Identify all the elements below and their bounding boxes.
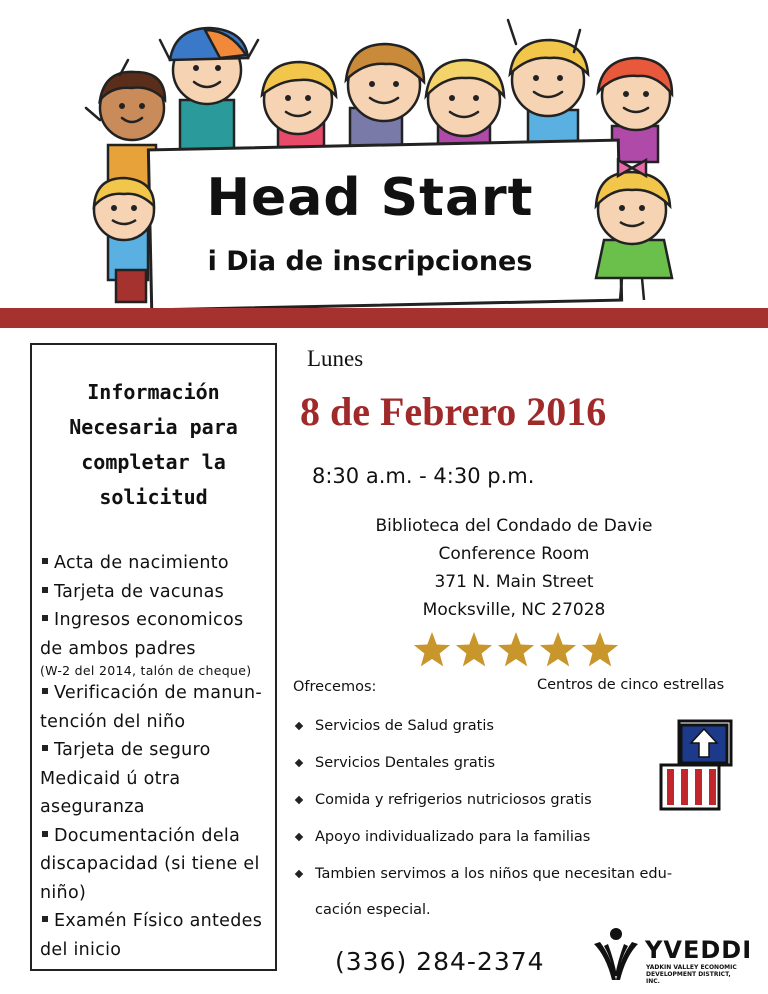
address-line: Conference Room	[438, 544, 590, 564]
list-item	[295, 897, 672, 923]
event-date: 8 de Febrero 2016	[300, 389, 607, 434]
list-item-text: (W-2 del 2014, talón de cheque)	[40, 663, 252, 678]
flag-blocks-icon	[657, 717, 737, 813]
list-item	[40, 708, 267, 737]
list-item-text: Examén Físico antedes	[54, 911, 263, 931]
diamond-bullet-icon	[295, 870, 303, 878]
requirements-title-line: completar la	[81, 450, 226, 474]
services-list	[295, 708, 672, 923]
banner-subtitle: i Dia de inscripciones	[207, 246, 533, 277]
list-item-text: del inicio	[40, 939, 122, 960]
requirements-title-line: Información	[87, 380, 220, 404]
requirements-list	[40, 549, 267, 964]
header-banner	[0, 0, 768, 312]
list-item	[40, 765, 267, 794]
star-icon	[582, 632, 618, 666]
list-item	[40, 822, 267, 851]
list-item-text: Ingresos economicos	[54, 610, 244, 630]
list-item-text: Tambien servimos a los niños que necesitan edu-	[315, 866, 673, 882]
list-item-text: Acta de nacimiento	[54, 553, 229, 573]
address-line: 371 N. Main Street	[434, 572, 594, 592]
logo-name: YVEDDI	[645, 936, 753, 964]
list-item	[295, 856, 672, 893]
list-item-text: Documentación dela	[54, 825, 241, 846]
list-item	[295, 782, 672, 819]
requirements-title-line: solicitud	[99, 485, 208, 509]
diamond-bullet-icon	[295, 796, 303, 804]
list-item-text: niño)	[40, 882, 87, 903]
list-item	[40, 635, 267, 664]
list-item	[40, 936, 267, 965]
list-item	[40, 549, 267, 578]
list-item-text: discapacidad (si tiene el	[40, 854, 260, 874]
divider-band	[0, 308, 768, 328]
bullet-icon	[42, 587, 48, 593]
list-item	[40, 736, 267, 765]
list-item	[295, 708, 672, 745]
event-day: Lunes	[307, 346, 364, 371]
list-item-text: Tarjeta de seguro	[54, 740, 211, 760]
list-item	[40, 879, 267, 908]
list-item	[40, 578, 267, 607]
list-item-text: Comida y refrigerios nutriciosos gratis	[315, 792, 592, 808]
requirements-title	[40, 375, 267, 515]
list-item-text: Verificación de manun-	[54, 683, 263, 703]
event-time: 8:30 a.m. - 4:30 p.m.	[312, 464, 535, 488]
list-item-text: tención del niño	[40, 711, 186, 732]
bullet-icon	[42, 688, 48, 694]
banner-title: Head Start	[206, 168, 534, 228]
list-item-text: aseguranza	[40, 797, 145, 817]
list-item	[40, 907, 267, 936]
list-item	[40, 679, 267, 708]
bullet-icon	[42, 558, 48, 564]
bullet-icon	[42, 745, 48, 751]
rating-label: Centros de cinco estrellas	[537, 677, 725, 693]
list-item	[40, 606, 267, 635]
contact-phone: (336) 284-2374	[335, 947, 545, 976]
bullet-icon	[42, 916, 48, 922]
address-line: Biblioteca del Condado de Davie	[375, 516, 653, 536]
bullet-icon	[42, 831, 48, 837]
list-item	[295, 745, 672, 782]
five-stars-rating	[412, 630, 622, 670]
diamond-bullet-icon	[295, 759, 303, 767]
requirements-box	[30, 343, 277, 971]
yveddi-logo	[590, 926, 753, 985]
list-item-text: de ambos padres	[40, 638, 196, 659]
list-item-text: Tarjeta de vacunas	[54, 581, 225, 602]
yveddi-logo-icon	[590, 926, 642, 982]
list-item-text: Medicaid ú otra	[40, 768, 181, 789]
requirements-title-line: Necesaria para	[69, 415, 238, 439]
star-icon	[456, 632, 492, 666]
diamond-bullet-icon	[295, 833, 303, 841]
list-item	[40, 850, 267, 879]
list-item-text: Servicios Dentales gratis	[315, 755, 496, 771]
star-icon	[540, 632, 576, 666]
logo-tagline: YADKIN VALLEY ECONOMIC DEVELOPMENT DISTRICT, INC.	[646, 964, 737, 985]
list-item	[40, 663, 267, 679]
list-item-text: cación especial.	[315, 902, 431, 918]
diamond-bullet-icon	[295, 722, 303, 730]
star-icon	[414, 632, 450, 666]
bullet-icon	[42, 615, 48, 621]
list-item-text: Apoyo individualizado para la familias	[315, 829, 591, 845]
list-item-text: Servicios de Salud gratis	[315, 718, 494, 734]
star-icon	[498, 632, 534, 666]
address-line: Mocksville, NC 27028	[422, 600, 606, 620]
list-item	[295, 819, 672, 856]
list-item	[40, 793, 267, 822]
event-address	[300, 512, 728, 624]
offers-label: Ofrecemos:	[293, 679, 377, 695]
